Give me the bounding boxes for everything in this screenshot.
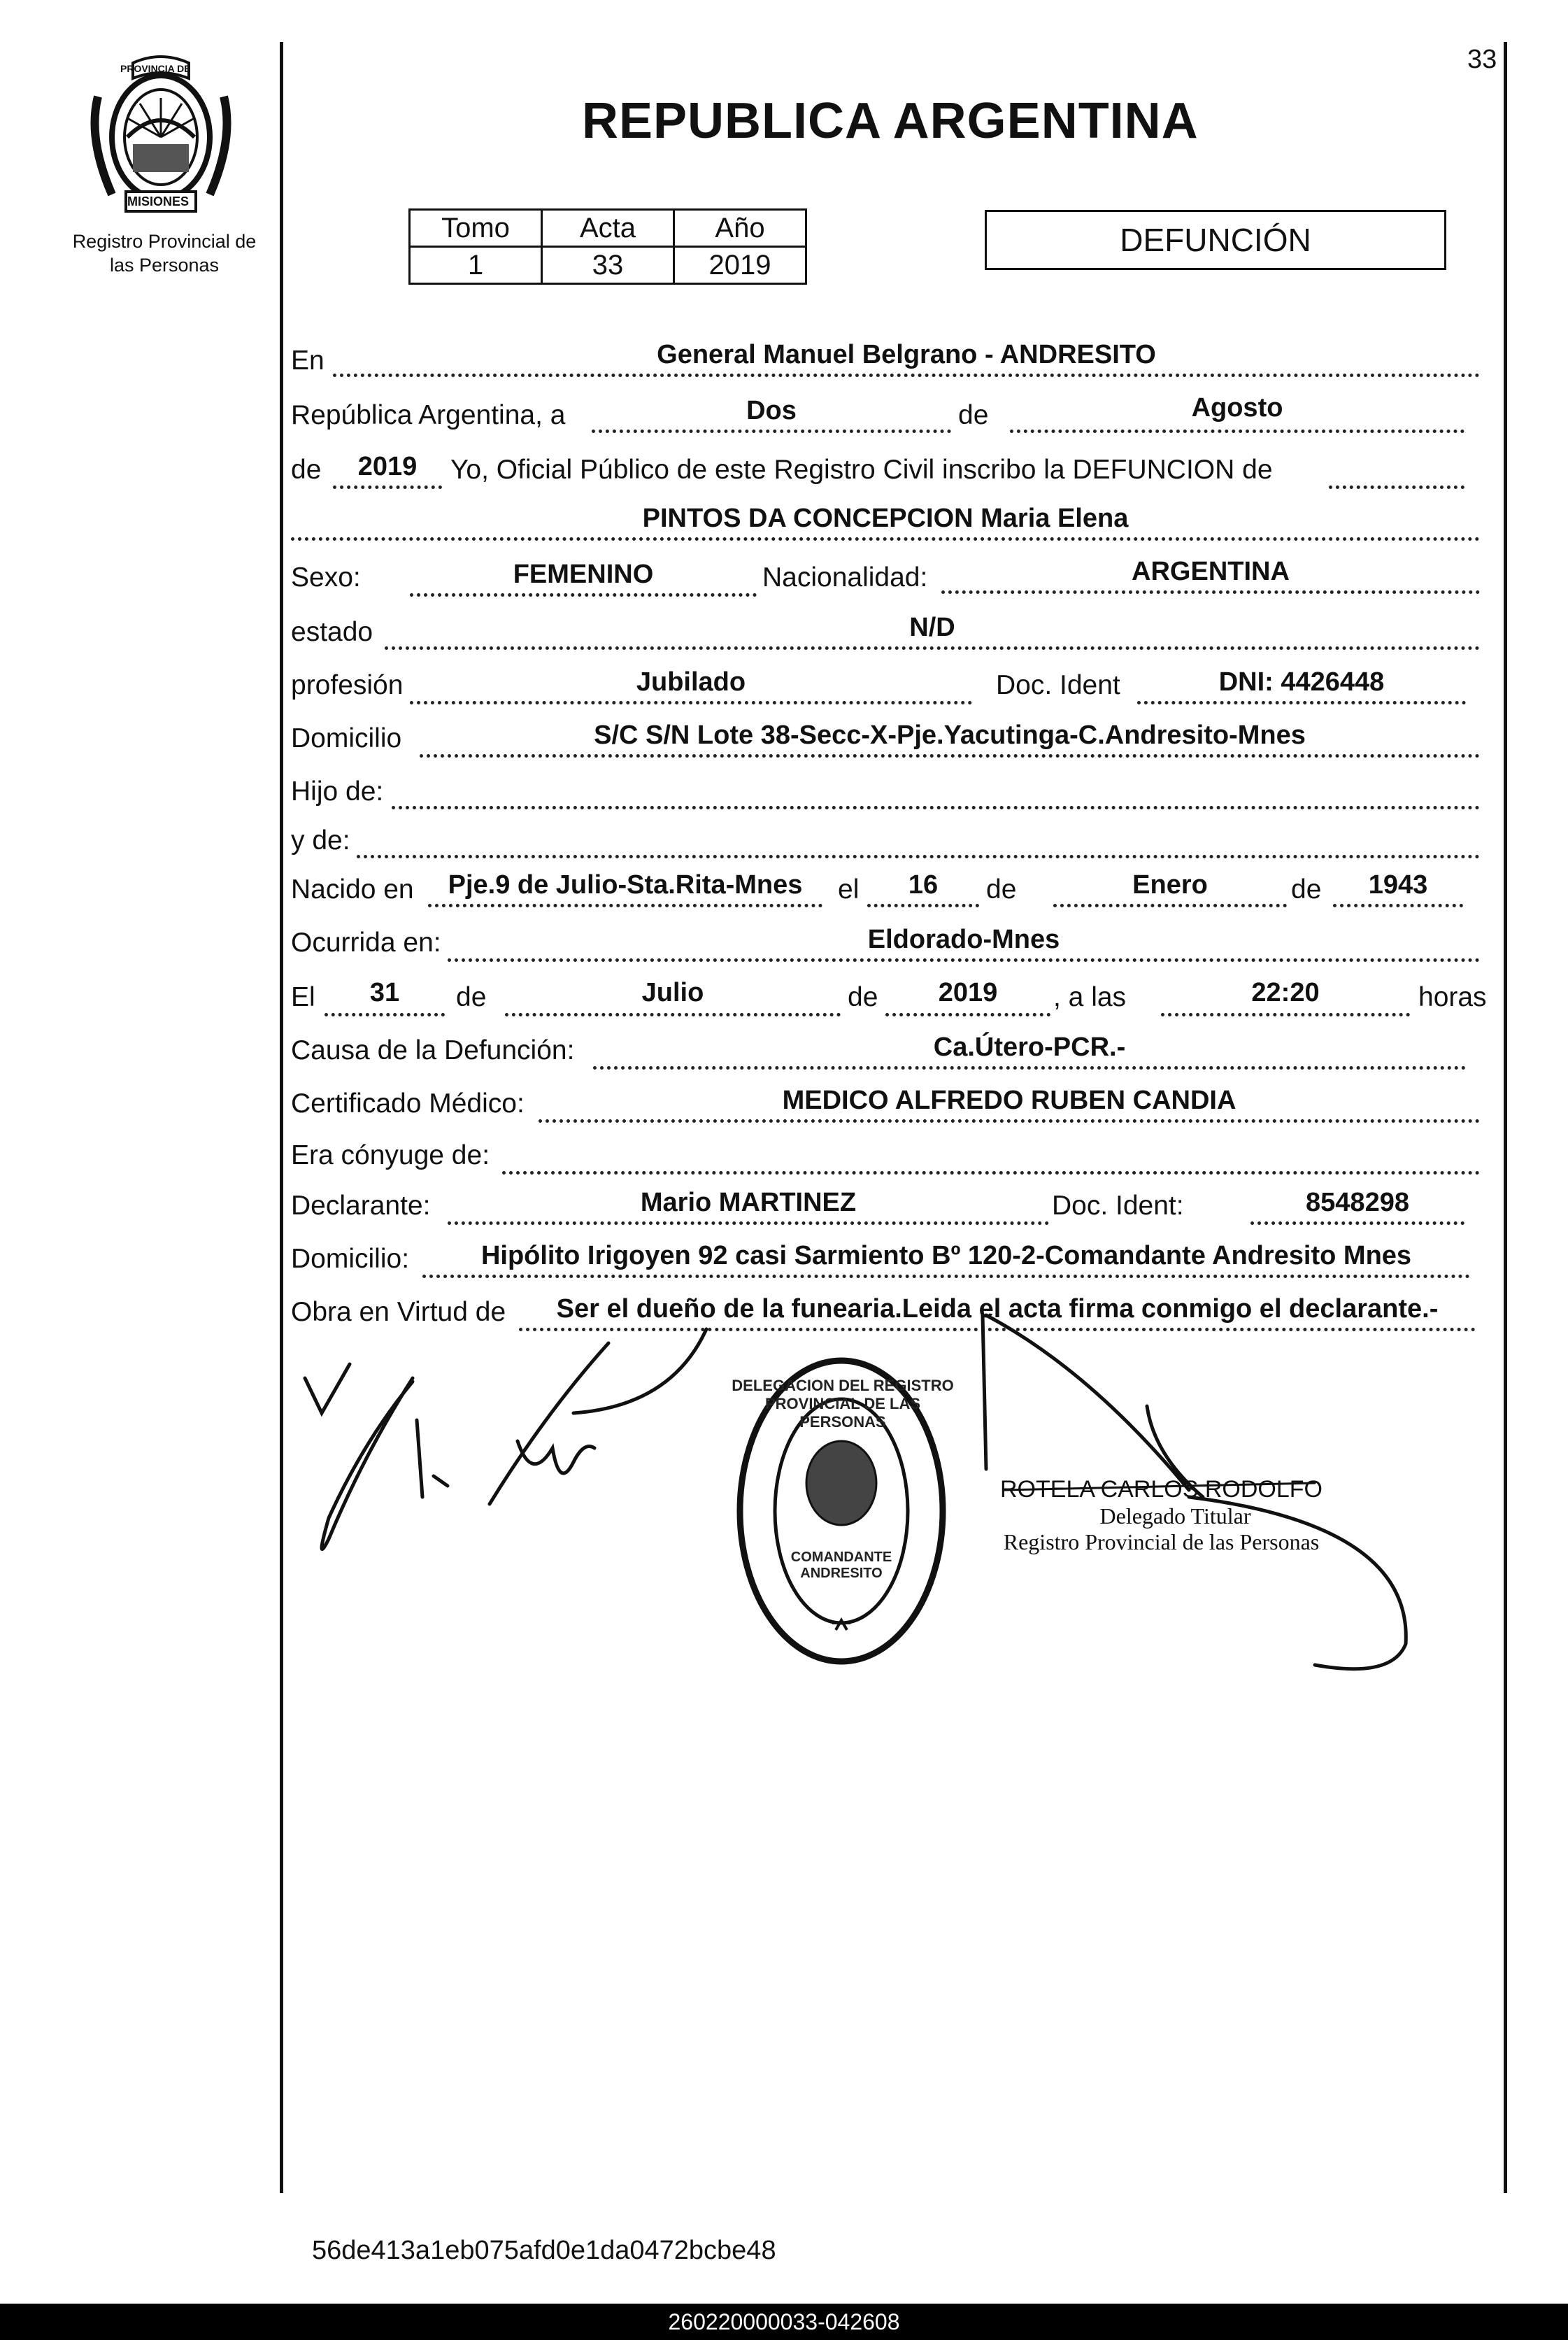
obra-value: Ser el dueño de la funearia.Leida el acta firma conmigo el declarante.- [556,1294,1439,1324]
official-name: ROTELA CARLOS RODOLFO [1000,1476,1323,1503]
el-label: el [838,874,860,905]
profesion-value: Jubilado [636,667,746,697]
certificado-label: Certificado Médico: [291,1089,525,1119]
horas-label: horas [1418,982,1487,1012]
hijo-label: Hijo de: [291,777,384,807]
domicilio-value: S/C S/N Lote 38-Secc-X-Pje.Yacutinga-C.Andresito-Mnes [594,721,1306,750]
declarante-label: Declarante: [291,1191,431,1221]
official-block [1000,1476,1323,1555]
de4-label: de [1291,874,1322,905]
page-title: REPUBLICA ARGENTINA [582,93,1199,149]
ocurrida-label: Ocurrida en: [291,928,441,958]
footer-bar [0,2304,1568,2340]
acta-header-tomo: Tomo [410,210,542,247]
causa-label: Causa de la Defunción: [291,1035,575,1065]
republica-label: República Argentina, a [291,400,566,430]
estado-value: N/D [909,613,955,642]
doc-ident2-label: Doc. Ident: [1052,1191,1184,1221]
yde-label: y de: [291,825,350,856]
domicilio-label: Domicilio [291,723,402,753]
month-value: Agosto [1191,393,1283,423]
acta-value-ano: 2019 [674,247,806,284]
page-number: 33 [1467,45,1497,74]
ocurrida-value: Eldorado-Mnes [867,925,1060,954]
acta-header-ano: Año [674,210,806,247]
registry-name-line1: Registro Provincial de [72,231,257,252]
official-office: Registro Provincial de las Personas [1003,1529,1320,1554]
death-day: 31 [369,978,400,1007]
declarant-signature [305,1364,413,1550]
el2-label: El [291,982,315,1012]
acta-header-acta: Acta [542,210,674,247]
acta-value-tomo: 1 [410,247,542,284]
death-month: Julio [641,978,704,1007]
conyuge-label: Era cónyuge de: [291,1140,490,1170]
estado-label: estado [291,617,373,647]
stamp-text: DELEGACION DEL REGISTRO PROVINCIAL DE LAS PERSONAS [732,1377,954,1431]
nacionalidad-label: Nacionalidad: [762,562,928,593]
stamp-inner-text: COMANDANTE ANDRESITO [790,1550,892,1581]
document-type: DEFUNCIÓN [1120,222,1311,258]
nacionalidad-value: ARGENTINA [1132,557,1290,586]
doc-ident-value: DNI: 4426448 [1218,667,1385,697]
de-label: de [958,400,989,430]
registry-name-line2: las Personas [109,255,220,276]
nacido-label: Nacido en [291,874,414,905]
sexo-label: Sexo: [291,562,361,593]
en-label: En [291,346,325,376]
obra-label: Obra en Virtud de [291,1297,506,1327]
acta-value-acta: 33 [542,247,674,284]
de2-label: de [291,455,322,485]
document-hash: 56de413a1eb075afd0e1da0472bcbe48 [312,2236,776,2265]
de5-label: de [456,982,487,1012]
sexo-value: FEMENINO [513,560,654,589]
de6-label: de [848,982,878,1012]
logo-text-top: PROVINCIA DE [120,63,191,74]
doc-ident-label: Doc. Ident [996,670,1120,700]
profesion-label: profesión [291,670,404,700]
year-value: 2019 [357,452,418,481]
alas-label: , a las [1053,982,1127,1012]
birth-month: Enero [1132,870,1208,900]
statement-text: Yo, Oficial Público de este Registro Civil inscribo la DEFUNCION de [450,455,1273,485]
certificado-value: MEDICO ALFREDO RUBEN CANDIA [782,1086,1236,1115]
de3-label: de [986,874,1017,905]
domicilio2-label: Domicilio: [291,1244,410,1274]
causa-value: Ca.Útero-PCR.- [933,1033,1126,1062]
birth-day: 16 [908,870,939,900]
domicilio2-value: Hipólito Irigoyen 92 casi Sarmiento Bº 120-2-Comandante Andresito Mnes [480,1241,1412,1270]
official-role: Delegado Titular [1099,1503,1251,1529]
logo-text-bottom: MISIONES [127,194,190,208]
day-value: Dos [746,396,797,425]
death-time: 22:20 [1251,978,1320,1007]
birth-year: 1943 [1368,870,1428,900]
nacido-value: Pje.9 de Julio-Sta.Rita-Mnes [448,870,803,900]
death-year: 2019 [938,978,998,1007]
en-value: General Manuel Belgrano - ANDRESITO [657,340,1156,369]
doc-ident2-value: 8548298 [1306,1188,1409,1217]
declarante-value: Mario MARTINEZ [640,1188,857,1217]
deceased-name: PINTOS DA CONCEPCION Maria Elena [642,504,1129,533]
footer-code: 260220000033-042608 [668,2309,900,2334]
